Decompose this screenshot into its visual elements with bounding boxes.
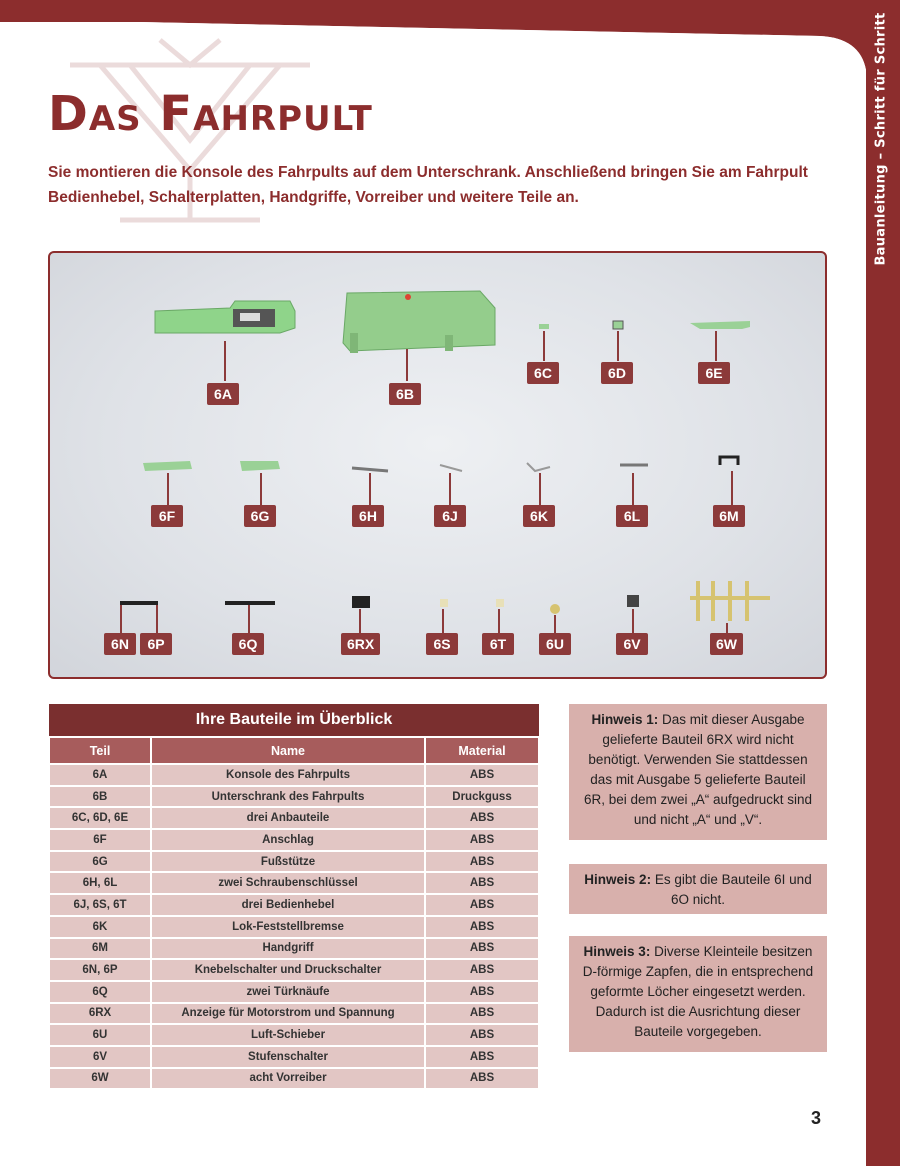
part-6rx-image	[352, 596, 370, 608]
part-id-cell: 6W	[49, 1068, 151, 1090]
label-6h: 6H	[352, 505, 384, 527]
label-6b: 6B	[389, 383, 421, 405]
table-row	[49, 872, 539, 894]
leader-6n	[120, 605, 122, 633]
hint-2-text: Es gibt die Bauteile 6I und 6O nicht.	[654, 872, 812, 907]
material-cell: ABS	[425, 1046, 539, 1068]
label-6w: 6W	[710, 633, 743, 655]
part-name-cell: Lok-Feststellbremse	[151, 916, 425, 938]
part-name-cell: Unterschrank des Fahrpults	[151, 786, 425, 808]
material-cell: ABS	[425, 1024, 539, 1046]
leader-6f	[167, 473, 169, 505]
part-name-cell: Anschlag	[151, 829, 425, 851]
part-6a-image	[155, 301, 295, 333]
part-6u-image	[550, 604, 560, 614]
label-6l: 6L	[616, 505, 648, 527]
leader-6l	[632, 473, 634, 505]
part-6d-image	[613, 321, 623, 329]
leader-6q	[248, 605, 250, 633]
leader-6p	[156, 605, 158, 633]
leader-6v	[632, 609, 634, 633]
part-name-cell: zwei Türknäufe	[151, 981, 425, 1003]
part-name-cell: Anzeige für Motorstrom und Spannung	[151, 1003, 425, 1025]
side-tab	[868, 14, 894, 264]
part-6e-image	[690, 321, 750, 329]
leader-6h	[369, 473, 371, 505]
label-6m: 6M	[713, 505, 745, 527]
part-6j-image	[440, 465, 462, 471]
part-6b-image	[343, 291, 495, 353]
part-6h-image	[352, 468, 388, 471]
leader-6k	[539, 473, 541, 505]
table-row	[49, 764, 539, 786]
side-tab-text: Bauanleitung – Schritt für Schritt	[873, 12, 889, 266]
leader-6e	[715, 331, 717, 361]
part-id-cell: 6B	[49, 786, 151, 808]
material-cell: ABS	[425, 981, 539, 1003]
hint-2	[569, 864, 827, 914]
leader-6u	[554, 615, 556, 633]
part-name-cell: Stufenschalter	[151, 1046, 425, 1068]
material-cell: ABS	[425, 1003, 539, 1025]
hint-2-label: Hinweis 2:	[584, 872, 652, 887]
table-row	[49, 1003, 539, 1025]
part-id-cell: 6Q	[49, 981, 151, 1003]
part-name-cell: Luft-Schieber	[151, 1024, 425, 1046]
part-id-cell: 6M	[49, 938, 151, 960]
part-id-cell: 6V	[49, 1046, 151, 1068]
part-6m-image	[720, 457, 738, 465]
part-id-cell: 6J, 6S, 6T	[49, 894, 151, 916]
part-id-cell: 6C, 6D, 6E	[49, 807, 151, 829]
part-6k-image	[527, 463, 550, 471]
material-cell: ABS	[425, 916, 539, 938]
label-6j: 6J	[434, 505, 466, 527]
part-6f-image	[143, 461, 192, 471]
table-row	[49, 1068, 539, 1090]
part-name-cell: acht Vorreiber	[151, 1068, 425, 1090]
leader-6c	[543, 331, 545, 361]
part-id-cell: 6F	[49, 829, 151, 851]
table-row	[49, 981, 539, 1003]
leader-6d	[617, 331, 619, 361]
table-row	[49, 1046, 539, 1068]
part-name-cell: drei Anbauteile	[151, 807, 425, 829]
hint-3-text: Diverse Kleinteile besitzen D-förmige Zapfen, die in entsprechend geformte Löcher eingesetzt werden. Dadurch ist die Ausrichtung dieser Bauteile vorgegeben.	[582, 944, 814, 1039]
part-6c-image	[539, 324, 549, 329]
material-cell: Druckguss	[425, 786, 539, 808]
hint-1	[569, 704, 827, 840]
label-6u: 6U	[539, 633, 571, 655]
hint-3	[569, 936, 827, 1052]
leader-6t	[498, 609, 500, 633]
part-id-cell: 6N, 6P	[49, 959, 151, 981]
part-name-cell: Fußstütze	[151, 851, 425, 873]
leader-6g	[260, 473, 262, 505]
col-header-part: Teil	[49, 737, 151, 764]
part-name-cell: drei Bedienhebel	[151, 894, 425, 916]
label-6t: 6T	[482, 633, 514, 655]
material-cell: ABS	[425, 959, 539, 981]
parts-illustration	[50, 253, 827, 679]
part-name-cell: Konsole des Fahrpults	[151, 764, 425, 786]
hint-3-label: Hinweis 3:	[583, 944, 651, 959]
leader-6b	[406, 349, 408, 381]
material-cell: ABS	[425, 872, 539, 894]
table-row	[49, 829, 539, 851]
label-6n: 6N	[104, 633, 136, 655]
part-id-cell: 6H, 6L	[49, 872, 151, 894]
label-6rx: 6RX	[341, 633, 380, 655]
material-cell: ABS	[425, 1068, 539, 1090]
part-id-cell: 6U	[49, 1024, 151, 1046]
label-6v: 6V	[616, 633, 648, 655]
label-6c: 6C	[527, 362, 559, 384]
label-6k: 6K	[523, 505, 555, 527]
parts-table	[48, 704, 540, 1090]
part-id-cell: 6K	[49, 916, 151, 938]
label-6d: 6D	[601, 362, 633, 384]
page-title: Das Fahrpult	[48, 86, 373, 142]
part-6v-image	[627, 595, 639, 607]
table-row	[49, 807, 539, 829]
leader-6m	[731, 471, 733, 505]
label-6a: 6A	[207, 383, 239, 405]
material-cell: ABS	[425, 938, 539, 960]
part-6s-image	[440, 599, 448, 607]
table-row	[49, 916, 539, 938]
material-cell: ABS	[425, 851, 539, 873]
material-cell: ABS	[425, 894, 539, 916]
label-6q: 6Q	[232, 633, 264, 655]
part-name-cell: Knebelschalter und Druckschalter	[151, 959, 425, 981]
parts-photo	[48, 251, 827, 679]
material-cell: ABS	[425, 807, 539, 829]
label-6g: 6G	[244, 505, 276, 527]
material-cell: ABS	[425, 764, 539, 786]
material-cell: ABS	[425, 829, 539, 851]
hint-1-label: Hinweis 1:	[591, 712, 659, 727]
part-id-cell: 6RX	[49, 1003, 151, 1025]
label-6s: 6S	[426, 633, 458, 655]
part-id-cell: 6G	[49, 851, 151, 873]
table-caption: Ihre Bauteile im Überblick	[49, 704, 539, 737]
label-6f: 6F	[151, 505, 183, 527]
leader-6a	[224, 341, 226, 381]
page-number: 3	[811, 1108, 822, 1128]
hint-1-text: Das mit dieser Ausgabe gelieferte Bauteil 6RX wird nicht benötigt. Verwenden Sie stattdessen das mit Ausgabe 5 gelieferte Bauteil 6R, bei dem zwei „A“ aufgedruckt sind und nicht „A“ und „V“.	[583, 712, 813, 827]
part-6g-image	[240, 461, 280, 471]
part-name-cell: Handgriff	[151, 938, 425, 960]
col-header-name: Name	[151, 737, 425, 764]
col-header-material: Material	[425, 737, 539, 764]
part-6t-image	[496, 599, 504, 607]
label-6e: 6E	[698, 362, 730, 384]
leader-6rx	[359, 609, 361, 633]
table-row	[49, 1024, 539, 1046]
table-row	[49, 851, 539, 873]
intro-text: Sie montieren die Konsole des Fahrpults auf dem Unterschrank. Anschließend bringen Sie am Fahrpult Bedienhebel, Schalterplatten, Handgriffe, Vorreiber und weitere Teile an.	[48, 164, 808, 206]
table-row	[49, 959, 539, 981]
part-6w-image	[690, 581, 770, 621]
table-row	[49, 786, 539, 808]
table-row	[49, 938, 539, 960]
leader-6j	[449, 473, 451, 505]
part-id-cell: 6A	[49, 764, 151, 786]
part-name-cell: zwei Schraubenschlüssel	[151, 872, 425, 894]
leader-6w	[726, 623, 728, 633]
label-6p: 6P	[140, 633, 172, 655]
table-row	[49, 894, 539, 916]
leader-6s	[442, 609, 444, 633]
